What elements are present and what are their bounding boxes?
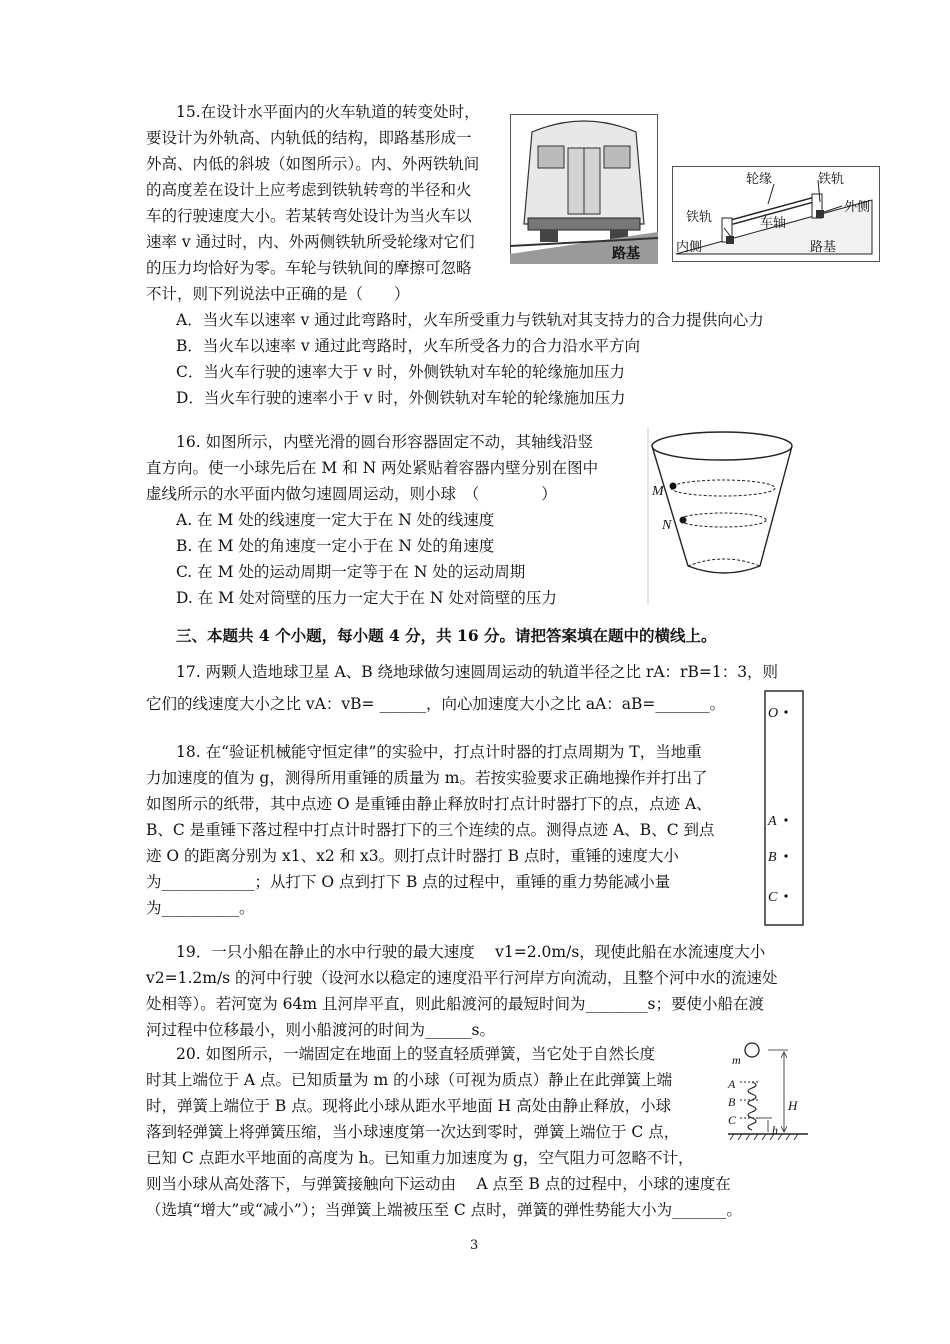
label-point-n: N xyxy=(662,518,672,533)
label-rail-right: 铁轨 xyxy=(818,172,845,187)
q20-line-1: 20. 如图所示，一端固定在地面上的竖直轻质弹簧，当它处于自然长度 xyxy=(176,1045,656,1063)
train-photo-figure xyxy=(510,114,658,264)
q15-line-6: 速率 v 通过时，内、外两侧铁轨所受轮缘对它们 xyxy=(146,233,475,251)
label-point-c: C xyxy=(728,1113,737,1127)
label-roadbed: 路基 xyxy=(810,240,837,255)
q18-line-1: 18. 在“验证机械能守恒定律”的实验中，打点计时器的打点周期为 T，当地重 xyxy=(176,743,702,761)
q18-line-4: B、C 是重锤下落过程中打点计时器打下的三个连续的点。测得点迹 A、B、C 到点 xyxy=(146,821,715,839)
q18-line-5: 迹 O 的距离分别为 x1、x2 和 x3。则打点计时器打 B 点时，重锤的速度大小 xyxy=(146,847,679,865)
q15-option-c: C．当火车行驶的速率大于 v 时，外侧铁轨对车轮的轮缘施加压力 xyxy=(176,363,625,381)
q19-line-3: 处相等）。若河宽为 64m 且河岸平直，则此船渡河的最短时间为________s；要使小船在渡 xyxy=(146,995,764,1013)
section-3-heading: 三、本题共 4 个小题，每小题 4 分，共 16 分。请把答案填在题中的横线上。 xyxy=(176,626,717,645)
q17-line-1: 17. 两颗人造地球卫星 A、B 绕地球做匀速圆周运动的轨道半径之比 rA：rB=1：3，则 xyxy=(176,663,779,681)
label-wheel-rim: 轮缘 xyxy=(746,172,773,187)
q15-line-1: 15.在设计水平面内的火车轨道的转变处时， xyxy=(176,103,480,121)
q15-line-2: 要设计为外轨高、内轨低的结构，即路基形成一 xyxy=(146,129,472,147)
tape-point-a: A xyxy=(768,814,777,829)
label-outer-side: 外侧 xyxy=(844,200,871,215)
q16-line-1: 16. 如图所示，内壁光滑的圆台形容器固定不动，其轴线沿竖 xyxy=(176,433,594,451)
q15-option-d: D．当火车行驶的速率小于 v 时，外侧铁轨对车轮的轮缘施加压力 xyxy=(176,389,626,407)
q15-line-7: 的压力均恰好为零。车轮与铁轨间的摩擦可忽略 xyxy=(146,259,472,277)
tape-point-o: O xyxy=(768,706,779,721)
q19-line-4: 河过程中位移最小，则小船渡河的时间为______s。 xyxy=(146,1021,495,1039)
q20-line-6: 则当小球从高处落下，与弹簧接触向下运动由 A 点至 B 点的过程中，小球的速度在 xyxy=(146,1175,731,1193)
label-mass-m: m xyxy=(732,1053,741,1067)
label-rail-left: 铁轨 xyxy=(686,210,713,225)
q20-line-4: 落到轻弹簧上将弹簧压缩，当小球速度第一次达到零时，弹簧上端位于 C 点， xyxy=(146,1123,680,1141)
q20-line-5: 已知 C 点距水平地面的高度为 h。已知重力加速度为 g，空气阻力可忽略不计， xyxy=(146,1149,694,1167)
q20-line-7: （选填“增大”或“减小”）；当弹簧上端被压至 C 点时，弹簧的弹性势能大小为_______。 xyxy=(146,1201,742,1219)
q19-line-2: v2=1.2m/s 的河中行驶（设河水以稳定的速度沿平行河岸方向流动，且整个河中水的流速处 xyxy=(146,969,778,987)
photo-label-roadbed: 路基 xyxy=(612,246,640,262)
q18-line-3: 如图所示的纸带，其中点迹 O 是重锤由静止释放时打点计时器打下的点，点迹 A、 xyxy=(146,795,712,813)
q18-line-6: 为____________；从打下 O 点到打下 B 点的过程中，重锤的重力势能减小量 xyxy=(146,873,671,891)
q15-option-b: B．当火车以速率 v 通过此弯路时，火车所受各力的合力沿水平方向 xyxy=(176,337,641,355)
cone-container-figure xyxy=(648,428,804,604)
label-height-h: h xyxy=(772,1123,778,1137)
q15-line-3: 外高、内低的斜坡（如图所示）。内、外两铁轨间 xyxy=(146,155,480,173)
q15-line-8: 不计，则下列说法中正确的是（ ） xyxy=(146,285,410,303)
label-point-b: B xyxy=(728,1095,736,1109)
q16-option-a: A. 在 M 处的线速度一定大于在 N 处的线速度 xyxy=(176,511,495,529)
tape-point-c: C xyxy=(768,890,778,905)
tape-point-b: B xyxy=(768,850,777,865)
q16-line-2: 直方向。使一小球先后在 M 和 N 两处紧贴着容器内壁分别在图中 xyxy=(146,459,599,477)
q15-line-5: 车的行驶速度大小。若某转弯处设计为当火车以 xyxy=(146,207,472,225)
label-height-H: H xyxy=(788,1098,798,1113)
q20-line-2: 时其上端位于 A 点。已知质量为 m 的小球（可视为质点）静止在此弹簧上端 xyxy=(146,1071,673,1089)
q17-line-2: 它们的线速度大小之比 vA：vB= ______，向心加速度大小之比 aA：aB=_______。 xyxy=(146,695,726,713)
q18-line-2: 力加速度的值为 g，测得所用重锤的质量为 m。若按实验要求正确地操作并打出了 xyxy=(146,769,708,787)
q18-line-7: 为__________。 xyxy=(146,899,255,917)
page-number: 3 xyxy=(470,1238,479,1253)
q16-line-3: 虚线所示的水平面内做匀速圆周运动，则小球 （ ） xyxy=(146,485,557,503)
label-point-a: A xyxy=(728,1077,736,1091)
q15-option-a: A．当火车以速率 v 通过此弯路时，火车所受重力与铁轨对其支持力的合力提供向心力 xyxy=(176,311,764,329)
q15-line-4: 的高度差在设计上应考虑到铁轨转弯的半径和火 xyxy=(146,181,472,199)
q16-option-c: C. 在 M 处的运动周期一定等于在 N 处的运动周期 xyxy=(176,563,526,581)
label-point-m: M xyxy=(652,484,664,499)
q20-line-3: 时，弹簧上端位于 B 点。现将此小球从距水平地面 H 高处由静止释放，小球 xyxy=(146,1097,672,1115)
label-inner-side: 内侧 xyxy=(676,240,703,255)
q19-line-1: 19．一只小船在静止的水中行驶的最大速度 v1=2.0m/s，现使此船在水流速度大小 xyxy=(176,943,766,961)
q16-option-d: D. 在 M 处对筒壁的压力一定大于在 N 处对筒壁的压力 xyxy=(176,589,557,607)
q16-option-b: B. 在 M 处的角速度一定小于在 N 处的角速度 xyxy=(176,537,495,555)
label-axle: 车轴 xyxy=(760,216,787,231)
